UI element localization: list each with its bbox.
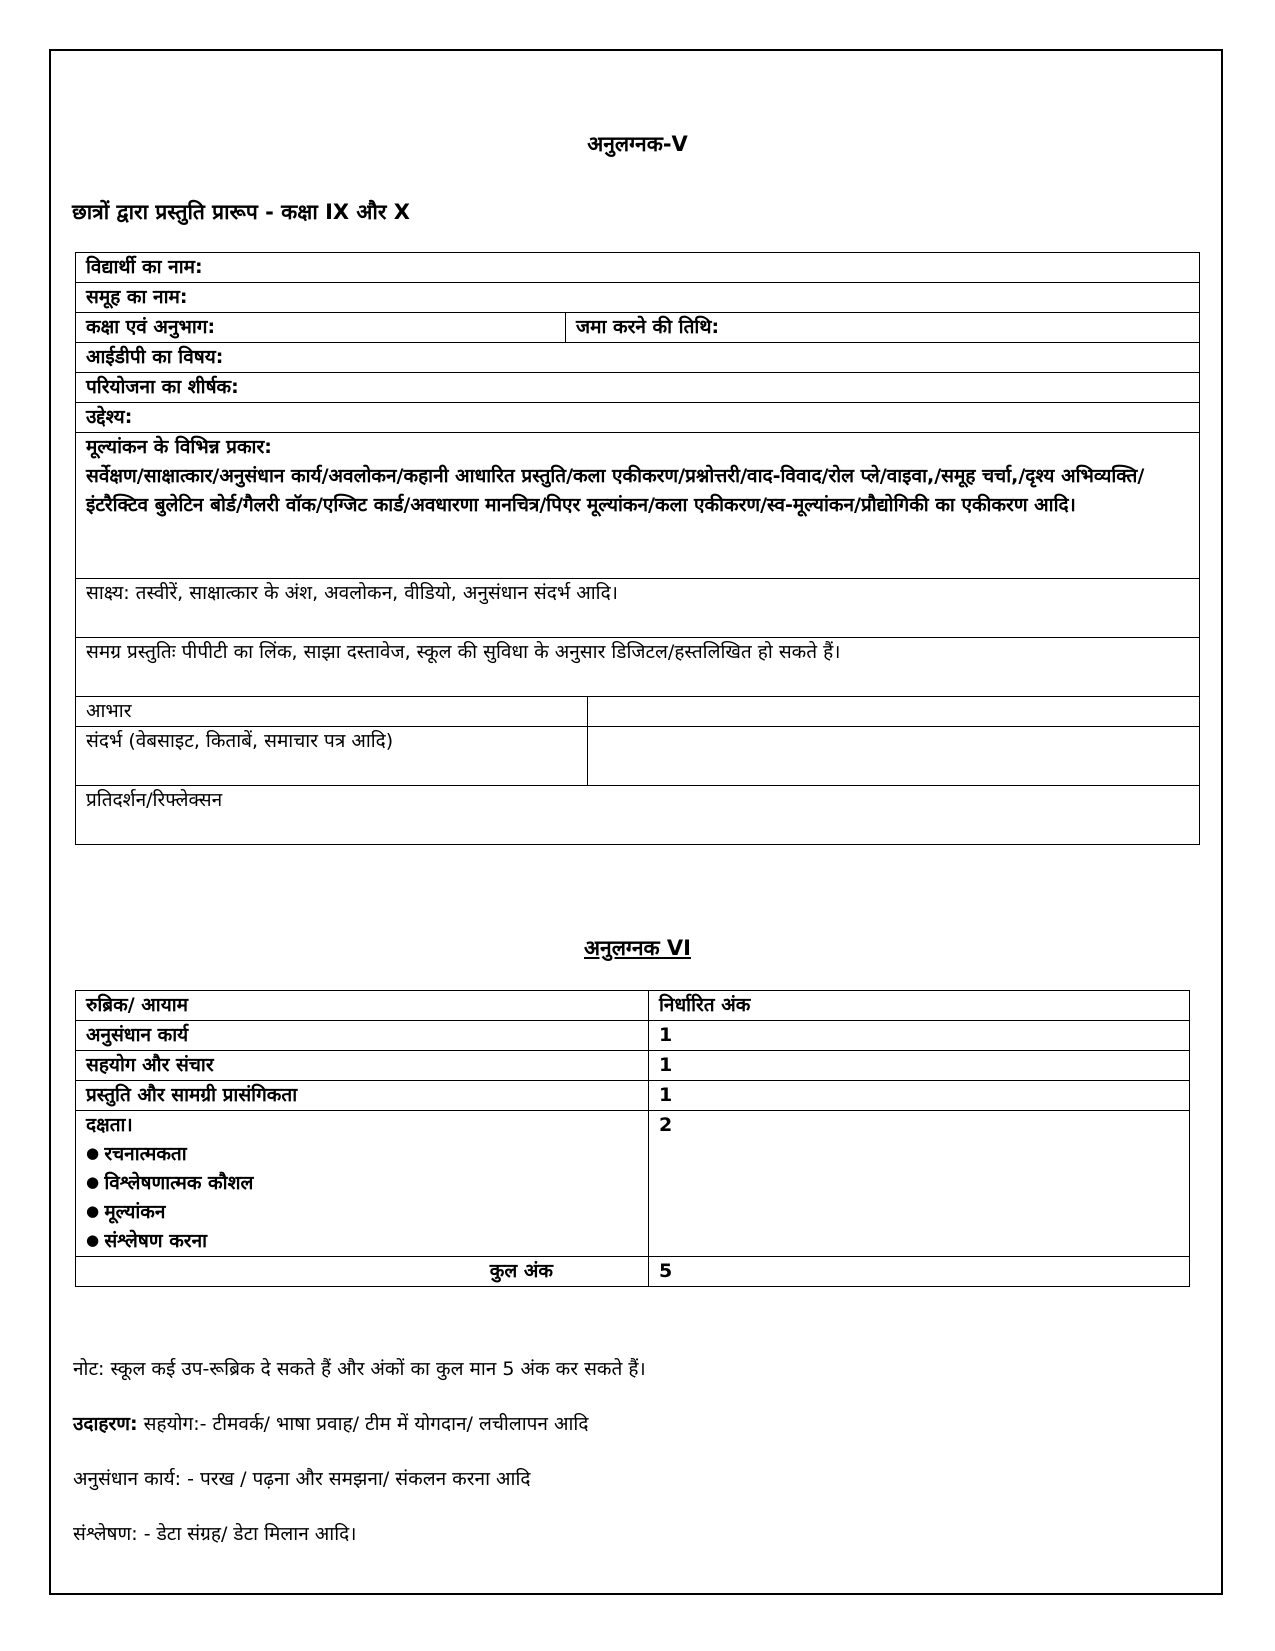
- idp-topic-row: [76, 343, 1200, 373]
- group-name-label: समूह का नाम:: [76, 283, 1200, 313]
- total-row: [76, 1257, 1190, 1287]
- table-row: [76, 1021, 1190, 1051]
- student-name-label: विद्यार्थी का नाम:: [76, 253, 1200, 283]
- idp-topic-label: आईडीपी का विषय:: [76, 343, 1200, 373]
- total-label: कुल अंक: [76, 1257, 649, 1287]
- evidence-text: साक्ष्य: तस्वीरें, साक्षात्कार के अंश, अवलोकन, वीडियो, अनुसंधान संदर्भ आदि।: [76, 579, 1200, 638]
- rubric-dimension: सहयोग और संचार: [76, 1051, 649, 1081]
- references-row: [76, 727, 1200, 786]
- research-note: अनुसंधान कार्य: - परख / पढ़ना और समझना/ संकलन करना आदि: [73, 1468, 531, 1490]
- objective-label: उद्देश्य:: [76, 403, 1200, 433]
- submission-date-label: जमा करने की तिथि:: [566, 313, 1200, 343]
- rubric-dimension-header: रुब्रिक/ आयाम: [76, 991, 649, 1021]
- student-name-row: [76, 253, 1200, 283]
- rubric-dimension: प्रस्तुति और सामग्री प्रासंगिकता: [76, 1081, 649, 1111]
- table-row: [76, 1051, 1190, 1081]
- skill-row: [76, 1111, 1190, 1257]
- skill-label: दक्षता।: [86, 1114, 133, 1136]
- references-value: [588, 727, 1200, 786]
- list-item: ● विश्लेषणात्मक कौशल: [86, 1168, 638, 1197]
- assessment-types-label: मूल्यांकन के विभिन्न प्रकार:: [86, 436, 272, 458]
- list-item: ● रचनात्मकता: [86, 1139, 638, 1168]
- rubric-marks: 1: [649, 1021, 1190, 1051]
- reflection-label: प्रतिदर्शन/रिफ्लेक्सन: [76, 786, 1200, 845]
- example-text: सहयोग:- टीमवर्क/ भाषा प्रवाह/ टीम में योगदान/ लचीलापन आदि: [137, 1413, 589, 1435]
- evidence-row: [76, 579, 1200, 638]
- rubric-header-row: [76, 991, 1190, 1021]
- list-item: ● मूल्यांकन: [86, 1197, 638, 1226]
- annex-6-title: अनुलग्नक VI: [584, 936, 691, 960]
- rubric-marks: 1: [649, 1081, 1190, 1111]
- rubric-dimension: अनुसंधान कार्य: [76, 1021, 649, 1051]
- acknowledgement-row: [76, 697, 1200, 727]
- project-title-label: परियोजना का शीर्षक:: [76, 373, 1200, 403]
- example-lead: उदाहरण:: [73, 1413, 138, 1435]
- overall-presentation-text: समग्र प्रस्तुतिः पीपीटी का लिंक, साझा दस्तावेज, स्कूल की सुविधा के अनुसार डिजिटल/हस्तलिखित हो सकते हैं।: [76, 638, 1200, 697]
- reflection-row: [76, 786, 1200, 845]
- group-name-row: [76, 283, 1200, 313]
- rubric-table: [75, 990, 1190, 1287]
- project-title-row: [76, 373, 1200, 403]
- rubric-marks: 1: [649, 1051, 1190, 1081]
- references-label: संदर्भ (वेबसाइट, किताबें, समाचार पत्र आदि): [76, 727, 588, 786]
- class-section-label: कक्षा एवं अनुभाग:: [76, 313, 566, 343]
- overall-presentation-row: [76, 638, 1200, 697]
- presentation-format-table: [75, 252, 1200, 845]
- skill-marks: 2: [649, 1111, 1190, 1257]
- assessment-types-row: [76, 433, 1200, 579]
- total-marks: 5: [649, 1257, 1190, 1287]
- example-line: [73, 1410, 588, 1436]
- acknowledgement-label: आभार: [76, 697, 588, 727]
- skill-list: [86, 1139, 638, 1255]
- note-text: नोट: स्कूल कई उप-रूब्रिक दे सकते हैं और अंकों का कुल मान 5 अंक कर सकते हैं।: [73, 1358, 646, 1380]
- annex-5-title: अनुलग्नक-V: [587, 132, 688, 156]
- class-date-row: [76, 313, 1200, 343]
- objective-row: [76, 403, 1200, 433]
- presentation-format-heading: छात्रों द्वारा प्रस्तुति प्रारूप - कक्षा IX और X: [72, 200, 410, 224]
- acknowledgement-value: [588, 697, 1200, 727]
- assessment-types-text: सर्वेक्षण/साक्षात्कार/अनुसंधान कार्य/अवलोकन/कहानी आधारित प्रस्तुति/कला एकीकरण/प्रश्नोत्तरी/वाद-विवाद/रोल प्ले/वाइवा,/समूह चर्चा,/दृश्य अभिव्यक्ति/इंटरैक्टिव बुलेटिन बोर्ड/गैलरी वॉक/एग्जिट कार्ड/अवधारणा मानचित्र/पिएर मूल्यांकन/कला एकीकरण/स्व-मूल्यांकन/प्रौद्योगिकी का एकीकरण आदि।: [86, 465, 1145, 516]
- table-row: [76, 1081, 1190, 1111]
- list-item: ● संश्लेषण करना: [86, 1226, 638, 1255]
- synthesis-note: संश्लेषण: - डेटा संग्रह/ डेटा मिलान आदि।: [73, 1523, 357, 1545]
- rubric-marks-header: निर्धारित अंक: [649, 991, 1190, 1021]
